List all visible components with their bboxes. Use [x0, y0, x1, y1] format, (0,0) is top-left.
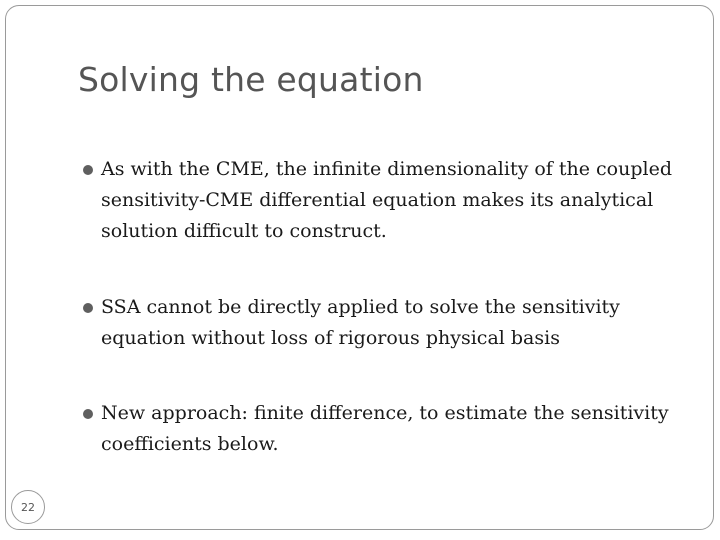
- slide-title: Solving the equation: [78, 60, 424, 99]
- bullet-item: [78, 154, 678, 247]
- bullet-list: [78, 154, 678, 505]
- bullet-text: As with the CME, the infinite dimensionality of the coupled sensitivity-CME differential equation makes its analytical solution difficult to construct.: [101, 158, 672, 242]
- bullet-text: New approach: finite difference, to estimate the sensitivity coefficients below.: [101, 402, 669, 455]
- bullet-dot-icon: [83, 165, 93, 175]
- bullet-item: [78, 292, 678, 354]
- bullet-dot-icon: [83, 409, 93, 419]
- bullet-dot-icon: [83, 303, 93, 313]
- page-number-badge: 22: [11, 490, 45, 524]
- bullet-text: SSA cannot be directly applied to solve the sensitivity equation without loss of rigorous physical basis: [101, 296, 620, 349]
- bullet-item: [78, 398, 678, 460]
